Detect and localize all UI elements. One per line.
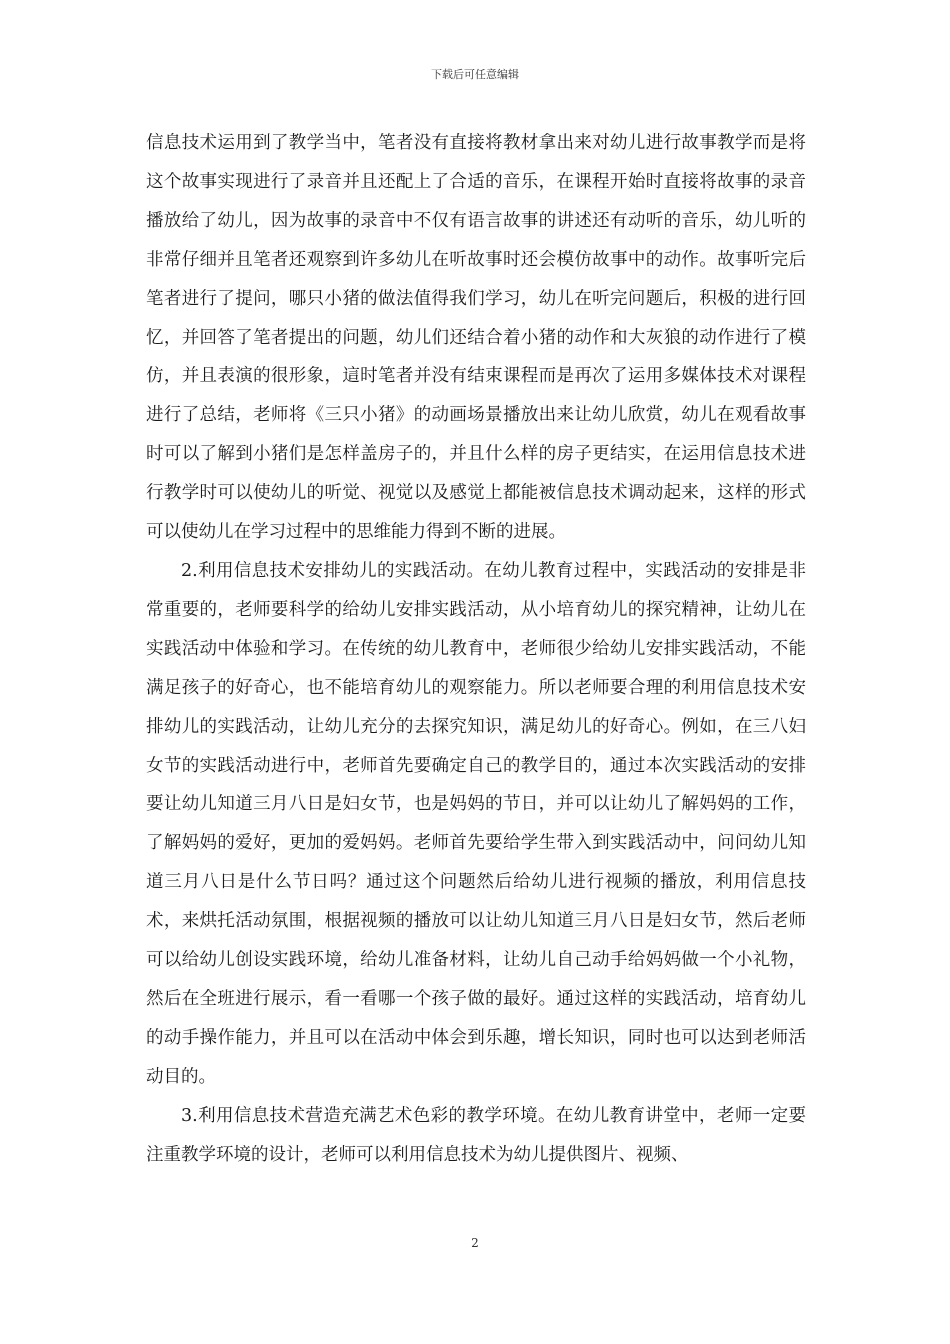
page-header: 下载后可任意编辑 <box>431 68 519 81</box>
document-body <box>146 124 806 1174</box>
page-number: 2 <box>471 1236 479 1250</box>
paragraph-art-environment: 3.利用信息技术营造充满艺术色彩的教学环境。在幼儿教育讲堂中，老师一定要注重教学环境的设计，老师可以利用信息技术为幼儿提供图片、视频、 <box>146 1105 806 1165</box>
paragraph-practice-activities: 2.利用信息技术安排幼儿的实践活动。在幼儿教育过程中，实践活动的安排是非常重要的，老师要科学的给幼儿安排实践活动，从小培育幼儿的探究精神，让幼儿在实践活动中体验和学习。在传统的幼儿教育中，老师很少给幼儿安排实践活动，不能满足孩子的好奇心，也不能培育幼儿的观察能力。所以老师要合理的利用信息技术安排幼儿的实践活动，让幼儿充分的去探究知识，满足幼儿的好奇心。例如，在三八妇女节的实践活动进行中，老师首先要确定自己的教学目的，通过本次实践活动的安排要让幼儿知道三月八日是妇女节，也是妈妈的节日，并可以让幼儿了解妈妈的工作，了解妈妈的爱好，更加的爱妈妈。老师首先要给学生带入到实践活动中，问问幼儿知道三月八日是什么节日吗？通过这个问题然后给幼儿进行视频的播放，利用信息技术，来烘托活动氛围，根据视频的播放可以让幼儿知道三月八日是妇女节，然后老师可以给幼儿创设实践环境，给幼儿准备材料，让幼儿自己动手给妈妈做一个小礼物，然后在全班进行展示，看一看哪一个孩子做的最好。通过这样的实践活动，培育幼儿的动手操作能力，并且可以在活动中体会到乐趣，增长知识，同时也可以达到老师活动目的。 <box>146 560 806 1087</box>
paragraph-continuation: 信息技术运用到了教学当中，笔者没有直接将教材拿出来对幼儿进行故事教学而是将这个故事实现进行了录音并且还配上了合适的音乐，在课程开始时直接将故事的录音播放给了幼儿，因为故事的录音中不仅有语言故事的讲述还有动听的音乐，幼儿听的非常仔细并且笔者还观察到许多幼儿在听故事时还会模仿故事中的动作。故事听完后笔者进行了提问，哪只小猪的做法值得我们学习，幼儿在听完问题后，积极的进行回忆，并回答了笔者提出的问题，幼儿们还结合着小猪的动作和大灰狼的动作进行了模仿，并且表演的很形象，這时笔者并没有结束课程而是再次了运用多媒体技术对课程进行了总结，老师将《三只小猪》的动画场景播放出来让幼儿欣赏，幼儿在观看故事时可以了解到小猪们是怎样盖房子的，并且什么样的房子更结实，在运用信息技术进行教学时可以使幼儿的听觉、视觉以及感觉上都能被信息技术调动起来，这样的形式可以使幼儿在学习过程中的思维能力得到不断的进展。 <box>146 133 806 543</box>
